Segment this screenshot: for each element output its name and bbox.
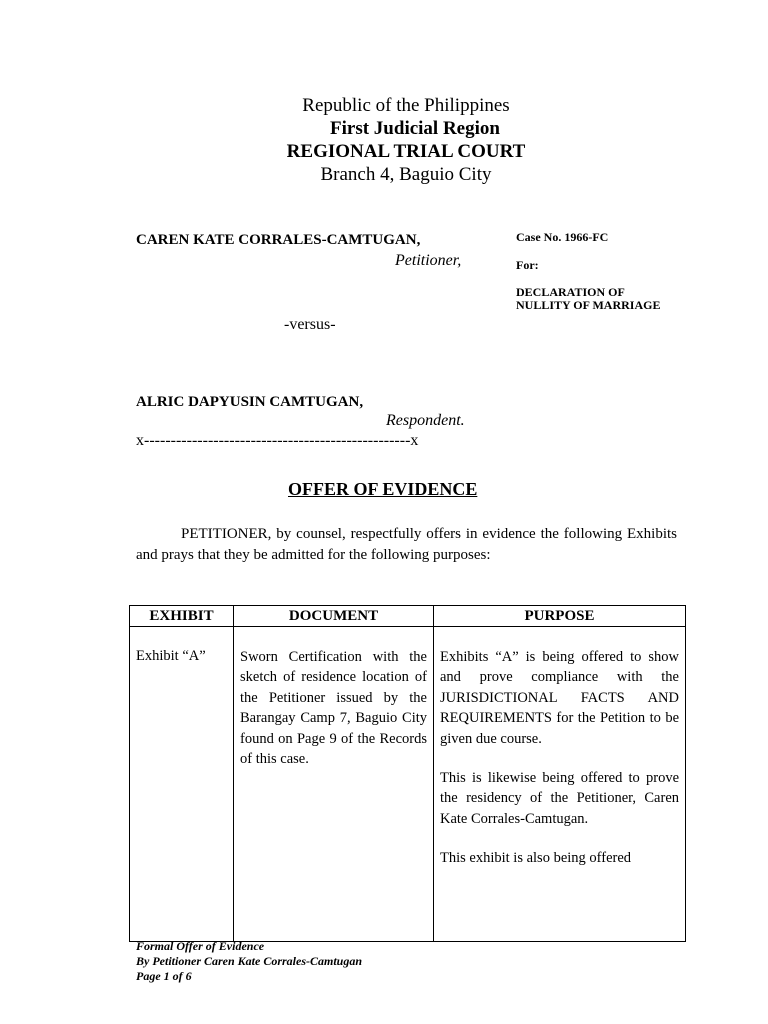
respondent-name: ALRIC DAPYUSIN CAMTUGAN, (136, 394, 364, 410)
header-branch: Branch 4, Baguio City (320, 164, 492, 185)
intro-paragraph-text: PETITIONER, by counsel, respectfully offers in evidence the following Exhibits and prays that they be admitted for the following purposes: (136, 526, 677, 563)
case-nature-line1: DECLARATION OF (516, 285, 625, 299)
footer-page-number: Page 1 of 6 (136, 969, 192, 983)
header-republic: Republic of the Philippines (302, 95, 510, 116)
intro-paragraph (136, 524, 677, 566)
table-row (130, 627, 686, 942)
column-header-exhibit: EXHIBIT (130, 606, 234, 627)
case-number: Case No. 1966-FC (516, 230, 609, 244)
column-header-document: DOCUMENT (234, 606, 434, 627)
versus-label: -versus- (284, 316, 336, 333)
footer-subtitle: By Petitioner Caren Kate Corrales-Camtugan (136, 954, 363, 968)
purpose-paragraph: This exhibit is also being offered (440, 850, 632, 867)
purpose-paragraph: This is likewise being offered to prove the residency of the Petitioner, Caren Kate Corrales-Camtugan. (440, 770, 679, 827)
column-header-purpose: PURPOSE (434, 606, 686, 627)
footer-title: Formal Offer of Evidence (136, 939, 265, 953)
purpose-paragraph: Exhibits “A” is being offered to show and prove compliance with the JURISDICTIONAL FACTS AND REQUIREMENTS for the Petition to be given due course. (440, 649, 679, 747)
caption-separator: x--------------------------------------------------x (136, 432, 419, 449)
respondent-role: Respondent. (386, 412, 465, 429)
document-cell: Sworn Certification with the sketch of residence location of the Petitioner issued by the Barangay Camp 7, Baguio City found on Page 9 of the Records of this case. (234, 627, 434, 942)
case-nature-line2: NULLITY OF MARRIAGE (516, 298, 661, 312)
petitioner-role: Petitioner, (395, 252, 462, 269)
header-region: First Judicial Region (330, 118, 500, 139)
purpose-cell (434, 627, 686, 942)
table-header-row (130, 606, 686, 627)
exhibit-cell: Exhibit “A” (130, 627, 234, 942)
case-for-label: For: (516, 258, 539, 272)
header-court: REGIONAL TRIAL COURT (286, 141, 526, 162)
evidence-table (129, 605, 686, 942)
petitioner-name: CAREN KATE CORRALES-CAMTUGAN, (136, 232, 421, 248)
document-title: OFFER OF EVIDENCE (288, 479, 478, 499)
